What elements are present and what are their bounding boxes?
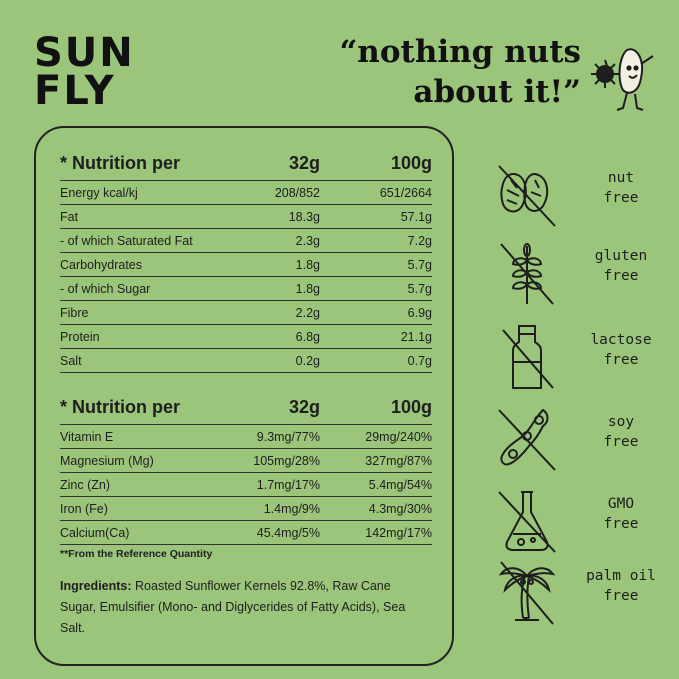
row-label: Calcium(Ca) (60, 525, 130, 540)
badge-gmo-free (495, 486, 665, 558)
wheat-icon (495, 238, 559, 310)
badge-soy-free (495, 404, 665, 476)
table-row (60, 425, 432, 449)
header-col-100g: 100g (390, 152, 432, 173)
badge-label (577, 168, 665, 208)
row-value-32g: 0.2g (295, 353, 320, 368)
badge-line-1: GMO (607, 496, 635, 512)
header-col-32g: 32g (288, 152, 320, 173)
row-value-32g: 1.8g (295, 281, 320, 296)
row-value-32g: 1.8g (295, 257, 320, 272)
badge-line-1: palm oil (586, 568, 656, 584)
badge-line-2: free (603, 516, 639, 532)
badge-lactose-free (495, 322, 665, 394)
row-value-32g: 45.4mg/5% (256, 525, 320, 540)
row-value-100g: 7.2g (407, 233, 432, 248)
badge-line-1: soy (607, 414, 635, 430)
ingredients-text: Roasted Sunflower Kernels 92.8%, Raw Cane Sugar, Emulsifier (Mono- and Diglycerides of Fatty Acids), Sea Salt. (60, 579, 406, 635)
row-value-100g: 327mg/87% (365, 453, 432, 468)
row-label: Fibre (60, 305, 89, 320)
row-value-100g: 5.7g (407, 257, 432, 272)
table-row (60, 277, 432, 301)
table-row (60, 449, 432, 473)
table-row (60, 181, 432, 205)
nutrition-table-micronutrients (60, 390, 432, 545)
tagline-line-2: about it!” (413, 74, 581, 110)
row-label: Carbohydrates (60, 257, 142, 272)
row-label: Fat (60, 209, 79, 224)
badge-palm-oil-free (495, 558, 665, 630)
badge-gluten-free (495, 238, 665, 310)
brand-line-1: SUN (34, 30, 135, 76)
badge-label (577, 494, 665, 534)
nutrition-table-main (60, 146, 432, 373)
badge-label (577, 330, 665, 370)
badge-label (577, 412, 665, 452)
row-value-32g: 9.3mg/77% (256, 429, 320, 444)
row-value-32g: 208/852 (274, 185, 320, 200)
table-row (60, 253, 432, 277)
milk-bottle-icon (495, 322, 559, 394)
palm-tree-icon (495, 558, 559, 630)
row-value-100g: 5.4mg/54% (368, 477, 432, 492)
header-label: * Nutrition per (60, 396, 180, 417)
row-label: Salt (60, 353, 82, 368)
ingredients-label: Ingredients: (60, 579, 132, 593)
row-label: Magnesium (Mg) (60, 453, 154, 468)
table-row (60, 349, 432, 373)
header-label: * Nutrition per (60, 152, 180, 173)
row-value-32g: 105mg/28% (253, 453, 320, 468)
badge-line-2: free (603, 268, 639, 284)
badge-label (577, 566, 665, 606)
badge-line-2: free (603, 588, 639, 604)
row-value-100g: 57.1g (400, 209, 432, 224)
ingredients (60, 576, 430, 639)
row-label: Zinc (Zn) (60, 477, 110, 492)
brand-logo (34, 30, 135, 114)
table-header (60, 146, 432, 181)
header-col-32g: 32g (288, 396, 320, 417)
tagline (339, 32, 581, 112)
row-value-32g: 1.4mg/9% (263, 501, 320, 516)
badge-line-1: gluten (594, 248, 648, 264)
badge-line-2: free (603, 190, 639, 206)
nutrition-panel (34, 126, 454, 666)
row-value-100g: 651/2664 (379, 185, 432, 200)
table-row (60, 301, 432, 325)
row-value-100g: 6.9g (407, 305, 432, 320)
brand-line-2: FLY (34, 68, 116, 114)
badge-nut-free (495, 160, 665, 232)
row-value-100g: 4.3mg/30% (368, 501, 432, 516)
row-value-32g: 2.3g (295, 233, 320, 248)
badge-line-2: free (603, 434, 639, 450)
table-row (60, 521, 432, 545)
table-row (60, 205, 432, 229)
table-row (60, 497, 432, 521)
badge-line-1: lactose (590, 332, 652, 348)
table-row (60, 325, 432, 349)
row-value-32g: 6.8g (295, 329, 320, 344)
sunflower-seed-mascot-icon (589, 38, 659, 118)
row-value-100g: 0.7g (407, 353, 432, 368)
row-value-32g: 1.7mg/17% (256, 477, 320, 492)
row-label: - of which Sugar (60, 281, 151, 296)
badge-line-2: free (603, 352, 639, 368)
nut-icon (495, 160, 559, 232)
flask-icon (495, 486, 559, 558)
badge-line-1: nut (607, 170, 635, 186)
row-label: - of which Saturated Fat (60, 233, 193, 248)
row-value-100g: 142mg/17% (365, 525, 432, 540)
row-value-32g: 18.3g (288, 209, 320, 224)
soy-icon (495, 404, 559, 476)
row-value-100g: 21.1g (400, 329, 432, 344)
badge-label (577, 246, 665, 286)
footnote: **From the Reference Quantity (60, 548, 213, 560)
row-value-32g: 2.2g (295, 305, 320, 320)
tagline-line-1: “nothing nuts (339, 34, 581, 70)
header-col-100g: 100g (390, 396, 432, 417)
row-label: Iron (Fe) (60, 501, 108, 516)
row-label: Energy kcal/kj (60, 185, 138, 200)
table-header (60, 390, 432, 425)
table-row (60, 473, 432, 497)
row-value-100g: 29mg/240% (365, 429, 432, 444)
row-value-100g: 5.7g (407, 281, 432, 296)
row-label: Vitamin E (60, 429, 114, 444)
row-label: Protein (60, 329, 100, 344)
table-row (60, 229, 432, 253)
